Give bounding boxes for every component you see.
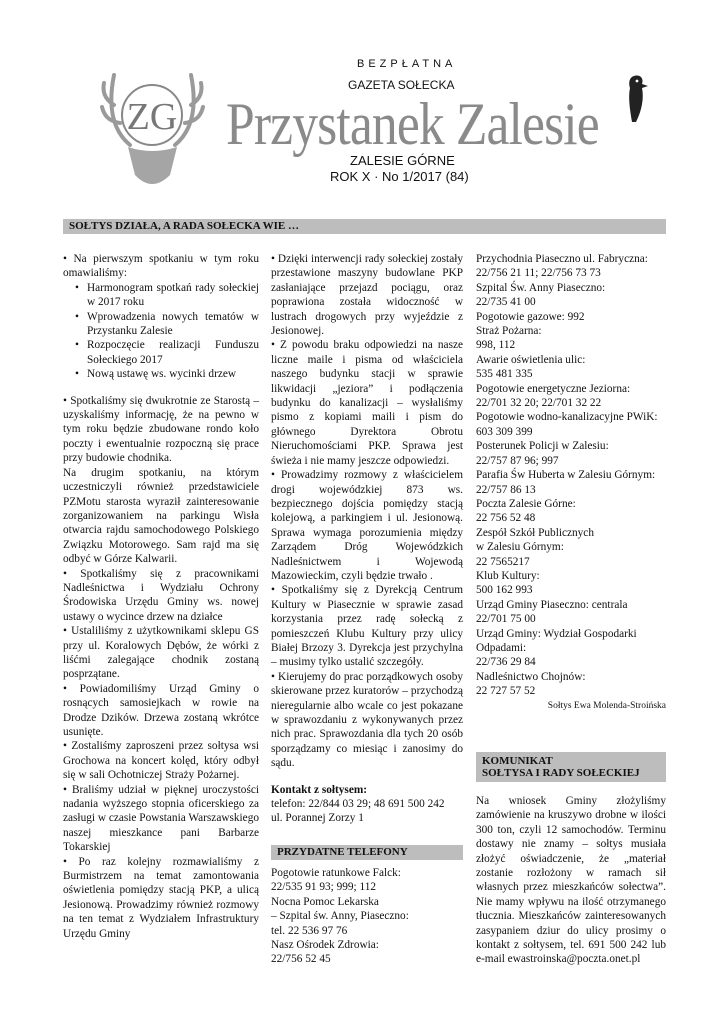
directory-line: 22/736 29 84 — [476, 656, 536, 669]
bird-icon — [620, 72, 650, 124]
directory-line: 535 481 335 — [476, 368, 533, 381]
list-item: • Rozpoczęcie realizacji Funduszu Sołeckiego 2017 — [81, 338, 259, 367]
paragraph: Na drugim spotkaniu, na którym uczestniczyli również przedstawiciele PZMotu starosta wyraził zainteresowanie zorganizowaniem na parkingu Wisła otwarcia rajdu samochodowego Polskiego Związku Motorowego. Sam rajd ma się odbyć w Górze Kalwarii. — [63, 466, 259, 566]
phone-line: Nocna Pomoc Lekarska — [271, 895, 379, 908]
issue-number: ROK X · No 1/2017 (84) — [330, 169, 469, 184]
list-item: • Harmonogram spotkań rady sołeckiej w 2017 roku — [81, 281, 259, 310]
directory-line: Klub Kultury: — [476, 569, 540, 582]
paragraph: • Dzięki interwencji rady sołeckiej zostały przestawione maszyny budowlane PKP zasłaniające przejazd pociągu, oraz poprawiona została widoczność w lustrach drogowych przy wyjeździe z Jesionowej. — [271, 253, 463, 338]
contact-phone: telefon: 22/844 03 29; 48 691 500 242 — [271, 798, 445, 811]
directory-line: Pogotowie energetyczne Jeziorna: — [476, 382, 631, 395]
directory-line: 22/701 32 20; 22/701 32 22 — [476, 397, 602, 410]
directory-line: Awarie oświetlenia ulic: — [476, 353, 586, 366]
directory-line: 22 7565217 — [476, 555, 530, 568]
paragraph: • Spotkaliśmy się dwukrotnie ze Starostą – uzyskaliśmy informację, że na pewno w tym roku będzie zbudowane rondo koło poczty i ewentualnie rozpoczną się prace przy budowie chodnika. — [63, 394, 259, 465]
contact-heading: Kontakt z sołtysem: — [271, 783, 368, 796]
signature: Sołtys Ewa Molenda-Stroińska — [547, 700, 666, 711]
paragraph: • Po raz kolejny rozmawialiśmy z Burmistrzem na temat zamontowania oświetlenia pomiędzy stacją PKP, a ulicą Jesionową. Prowadzimy również rozmowy na ten temat z Wydziałem Infrastruktury Urzędu Gminy — [63, 855, 259, 940]
paragraph: • Braliśmy udział w pięknej uroczystości nadania wyższego stopnia oficerskiego za zasługi w czasie Powstania Warszawskiego naszej mieszkance pani Barbarze Tokarskiej — [63, 783, 259, 854]
phone-line: Pogotowie ratunkowe Falck: — [271, 867, 401, 879]
directory-line: Pogotowie gazowe: 992 — [476, 310, 585, 323]
newspaper-title: Przystanek Zalesie — [226, 91, 599, 157]
announcement-title-line-1: KOMUNIKAT — [482, 755, 553, 767]
section-header-phones: PRZYDATNE TELEFONY — [271, 845, 463, 860]
phone-line: 22/756 52 45 — [271, 953, 331, 966]
phone-line: tel. 22 536 97 76 — [271, 924, 348, 937]
gazette-label: GAZETA SOŁECKA — [348, 78, 455, 92]
contact-address: ul. Porannej Zorzy 1 — [271, 812, 364, 825]
announcement-title-line-2: SOŁTYSA I RADY SOŁECKIEJ — [482, 767, 640, 779]
directory-line: 22/701 75 00 — [476, 613, 536, 626]
directory-line: Zespół Szkół Publicznych — [476, 526, 594, 539]
directory-line: 22 727 57 52 — [476, 685, 536, 698]
article-column-2 — [271, 252, 463, 826]
logo-letters: ZG — [126, 96, 178, 138]
directory-line: Straż Pożarna: — [476, 325, 542, 338]
directory-line: 22/757 86 13 — [476, 483, 536, 496]
directory-line: Pogotowie wodno-kanalizacyjne PWiK: — [476, 411, 658, 424]
directory-line: Posterunek Policji w Zalesiu: — [476, 440, 609, 453]
directory-line: 22/735 41 00 — [476, 296, 536, 309]
phone-line: – Szpital św. Anny, Piaseczno: — [271, 910, 409, 923]
section-header-main: SOŁTYS DZIAŁA, A RADA SOŁECKA WIE … — [63, 219, 666, 234]
agenda-list — [63, 281, 259, 382]
phone-line: 22/535 91 93; 999; 112 — [271, 881, 377, 894]
directory-line: 22 756 52 48 — [476, 512, 536, 525]
section-header-announcement — [476, 752, 666, 782]
paragraph: • Spotkaliśmy się z pracownikami Nadleśnictwa i Wydziału Ochrony Środowiska Urzędu Gminy ws. nowej ustawy o wycince drzew na działce — [63, 567, 259, 623]
paragraph: • Spotkaliśmy się z Dyrekcją Centrum Kultury w Piasecznie w sprawie zasad korzystania przez radę sołecką z pomieszczeń Klubu Kultury przy ulicy Białej Brzozy 3. Dyrekcja jest przychylna – musimy tylko ustalić szczegóły. — [271, 584, 463, 669]
directory-line: Szpital Św. Anny Piaseczno: — [476, 281, 606, 294]
phone-directory — [476, 252, 666, 713]
directory-line: 998, 112 — [476, 339, 516, 352]
directory-line: Nadleśnictwo Chojnów: — [476, 670, 586, 683]
list-item: • Nową ustawę ws. wycinki drzew — [81, 367, 259, 381]
directory-line: Parafia Św Huberta w Zalesiu Górnym: — [476, 469, 656, 482]
paragraph: • Z powodu braku odpowiedzi na nasze liczne maile i pisma od właściciela naszego budynku stacji w sprawie likwidacji „jeziora” i podłączenia budynku do kanalizacji – wysłaliśmy pismo z kopiami maili i pism do głównego Dyrektora Obrotu Nieruchomościami PKP. Sprawa jest świeża i nie mamy jeszcze odpowiedzi. — [271, 339, 463, 467]
free-label: BEZPŁATNA — [357, 58, 457, 70]
place-name: ZALESIE GÓRNE — [350, 153, 455, 168]
paragraph: • Na pierwszym spotkaniu w tym roku omawialiśmy: — [63, 253, 259, 280]
directory-line: 603 309 399 — [476, 425, 533, 438]
directory-line: Przychodnia Piaseczno ul. Fabryczna: — [476, 253, 648, 265]
directory-line: Odpadami: — [476, 641, 527, 654]
paragraph: • Powiadomiliśmy Urząd Gminy o rosnących samosiejkach w rowie na Drodze Dzików. Drzewa zostaną wkrótce usunięte. — [63, 682, 259, 738]
directory-line: 22/757 87 96; 997 — [476, 454, 559, 467]
phone-line: Nasz Ośrodek Zdrowia: — [271, 939, 379, 952]
phone-list — [271, 866, 463, 967]
list-item: • Wprowadzenia nowych tematów w Przystanku Zalesie — [81, 310, 259, 339]
directory-line: Poczta Zalesie Górne: — [476, 497, 576, 510]
announcement-text: Na wniosek Gminy złożyliśmy zamówienie na kruszywo drobne w ilości 300 ton, czyli 12 samochodów. Terminu dostawy nie znamy – sołtys musiała złożyć oświadczenie, że „materiał zostanie rozłożony w ramach sił własnych przez mieszkańców sołectwa”. Nie mamy wpływu na ilość otrzymanego tłucznia. Mieszkańców zainteresowanych zasypaniem dziur do ulicy prosimy o kontakt z sołtysem, tel. 691 500 242 lub e-mail ewastroinska@poczta.onet.pl — [476, 795, 666, 966]
directory-line: 22/756 21 11; 22/756 73 73 — [476, 267, 601, 280]
directory-line: 500 162 993 — [476, 584, 533, 597]
directory-line: w Zalesiu Górnym: — [476, 541, 564, 554]
article-column-1 — [63, 252, 259, 941]
paragraph: • Zostaliśmy zaproszeni przez sołtysa wsi Grochowa na koncert kolęd, który odbył się w sali Ochotniczej Straży Pożarnej. — [63, 740, 259, 782]
directory-line: Urząd Gminy Piaseczno: centrala — [476, 598, 628, 611]
paragraph: • Ustaliliśmy z użytkownikami sklepu GS przy ul. Koralowych Dębów, że wórki z liśćmi zalegające chodnik zostaną posprzątane. — [63, 625, 259, 681]
paragraph: • Kierujemy do prac porządkowych osoby skierowane przez kuratorów – przychodzą nieregularnie albo wcale co jest pokazane w sprawozdaniu z wykonywanych przez nich prac. Sprawozdania dla tych 20 osób sporządzamy co miesiąc i zanosimy do sądu. — [271, 670, 463, 770]
directory-line: Urząd Gminy: Wydział Gospodarki — [476, 627, 637, 640]
deer-antler-logo — [100, 55, 205, 195]
paragraph: • Prowadzimy rozmowy z właścicielem drogi wojewódzkiej 873 ws. bezpiecznego dojścia pomiędzy stacją kolejową, a parkingiem i ul. Jesionową. Sprawa wymaga porozumienia między Zarządem Dróg Wojewódzkich Nadleśnictwem i Wojewodą Mazowieckim, czyli będzie trwało . — [271, 469, 463, 582]
